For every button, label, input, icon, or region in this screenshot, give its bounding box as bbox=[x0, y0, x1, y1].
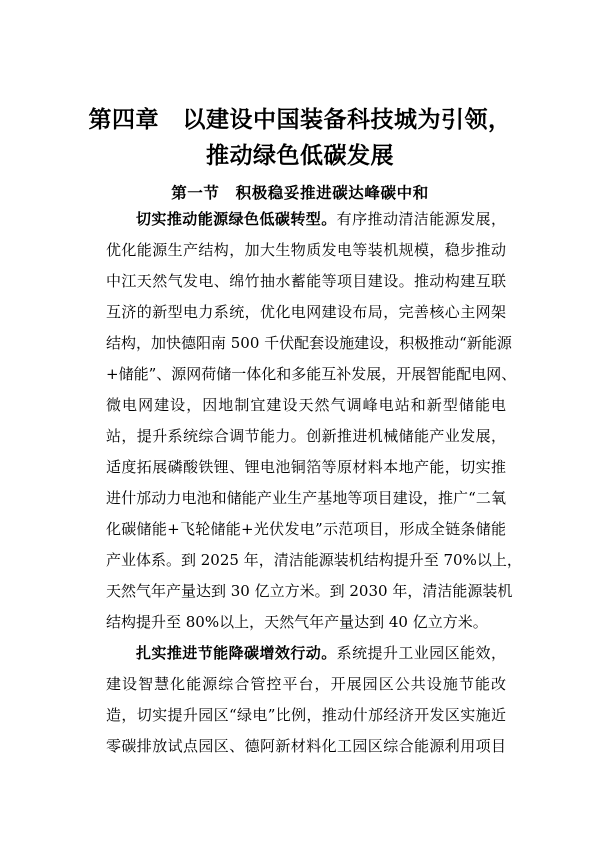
paragraph-line: 化碳储能+飞轮储能+光伏发电”示范项目，形成全链条储能 bbox=[106, 520, 506, 538]
paragraph-line: 建设智慧化能源综合管控平台，开展园区公共设施节能改 bbox=[106, 675, 506, 693]
paragraph-line: 适度拓展磷酸铁锂、锂电池铜箔等原材料本地产能，切实推 bbox=[106, 458, 506, 476]
paragraph-line: 进什邡动力电池和储能产业生产基地等项目建设，推广“二氧 bbox=[106, 489, 506, 507]
paragraph-line: 站，提升系统综合调节能力。创新推进机械储能产业发展， bbox=[106, 427, 506, 445]
chapter-title-line-2: 推动绿色低碳发展 bbox=[206, 143, 394, 169]
paragraph-line: 造，切实提升园区“绿电”比例，推动什邡经济开发区实施近 bbox=[106, 706, 506, 724]
paragraph-line bbox=[106, 638, 506, 669]
paragraph-line: +储能”、源网荷储一体化和多能互补发展，开展智能配电网、 bbox=[106, 365, 517, 383]
paragraph-text: 系统提升工业园区能效， bbox=[336, 644, 506, 662]
section-title: 第一节 积极稳妥推进碳达峰碳中和 bbox=[171, 183, 429, 202]
paragraph-line: 中江天然气发电、绵竹抽水蓄能等项目建设。推动构建互联 bbox=[106, 272, 506, 290]
chapter-title-line-1: 第四章 以建设中国装备科技城为引领， bbox=[88, 107, 512, 133]
paragraph-line: 天然气年产量达到 30 亿立方米。到 2030 年，清洁能源装机 bbox=[106, 582, 513, 600]
paragraph-lead: 切实推动能源绿色低碳转型。 bbox=[136, 210, 337, 228]
paragraph-line: 互济的新型电力系统，优化电网建设布局，完善核心主网架 bbox=[106, 303, 506, 321]
paragraph-energy-saving bbox=[106, 638, 506, 762]
paragraph-line: 产业体系。到 2025 年，清洁能源装机结构提升至 70%以上， bbox=[106, 551, 522, 569]
paragraph-energy-transition bbox=[106, 204, 522, 638]
paragraph-line: 优化能源生产结构，加大生物质发电等装机规模，稳步推动 bbox=[106, 241, 506, 259]
paragraph-lead: 扎实推进节能降碳增效行动。 bbox=[136, 644, 337, 662]
paragraph-text: 有序推动清洁能源发展， bbox=[336, 210, 506, 228]
paragraph-line: 零碳排放试点园区、德阿新材料化工园区综合能源利用项目 bbox=[106, 737, 506, 755]
paragraph-line: 微电网建设，因地制宜建设天然气调峰电站和新型储能电 bbox=[106, 396, 506, 414]
paragraph-line: 结构，加快德阳南 500 千伏配套设施建设，积极推动“新能源 bbox=[106, 334, 512, 352]
paragraph-line bbox=[106, 204, 506, 235]
paragraph-line: 结构提升至 80%以上，天然气年产量达到 40 亿立方米。 bbox=[106, 613, 488, 631]
